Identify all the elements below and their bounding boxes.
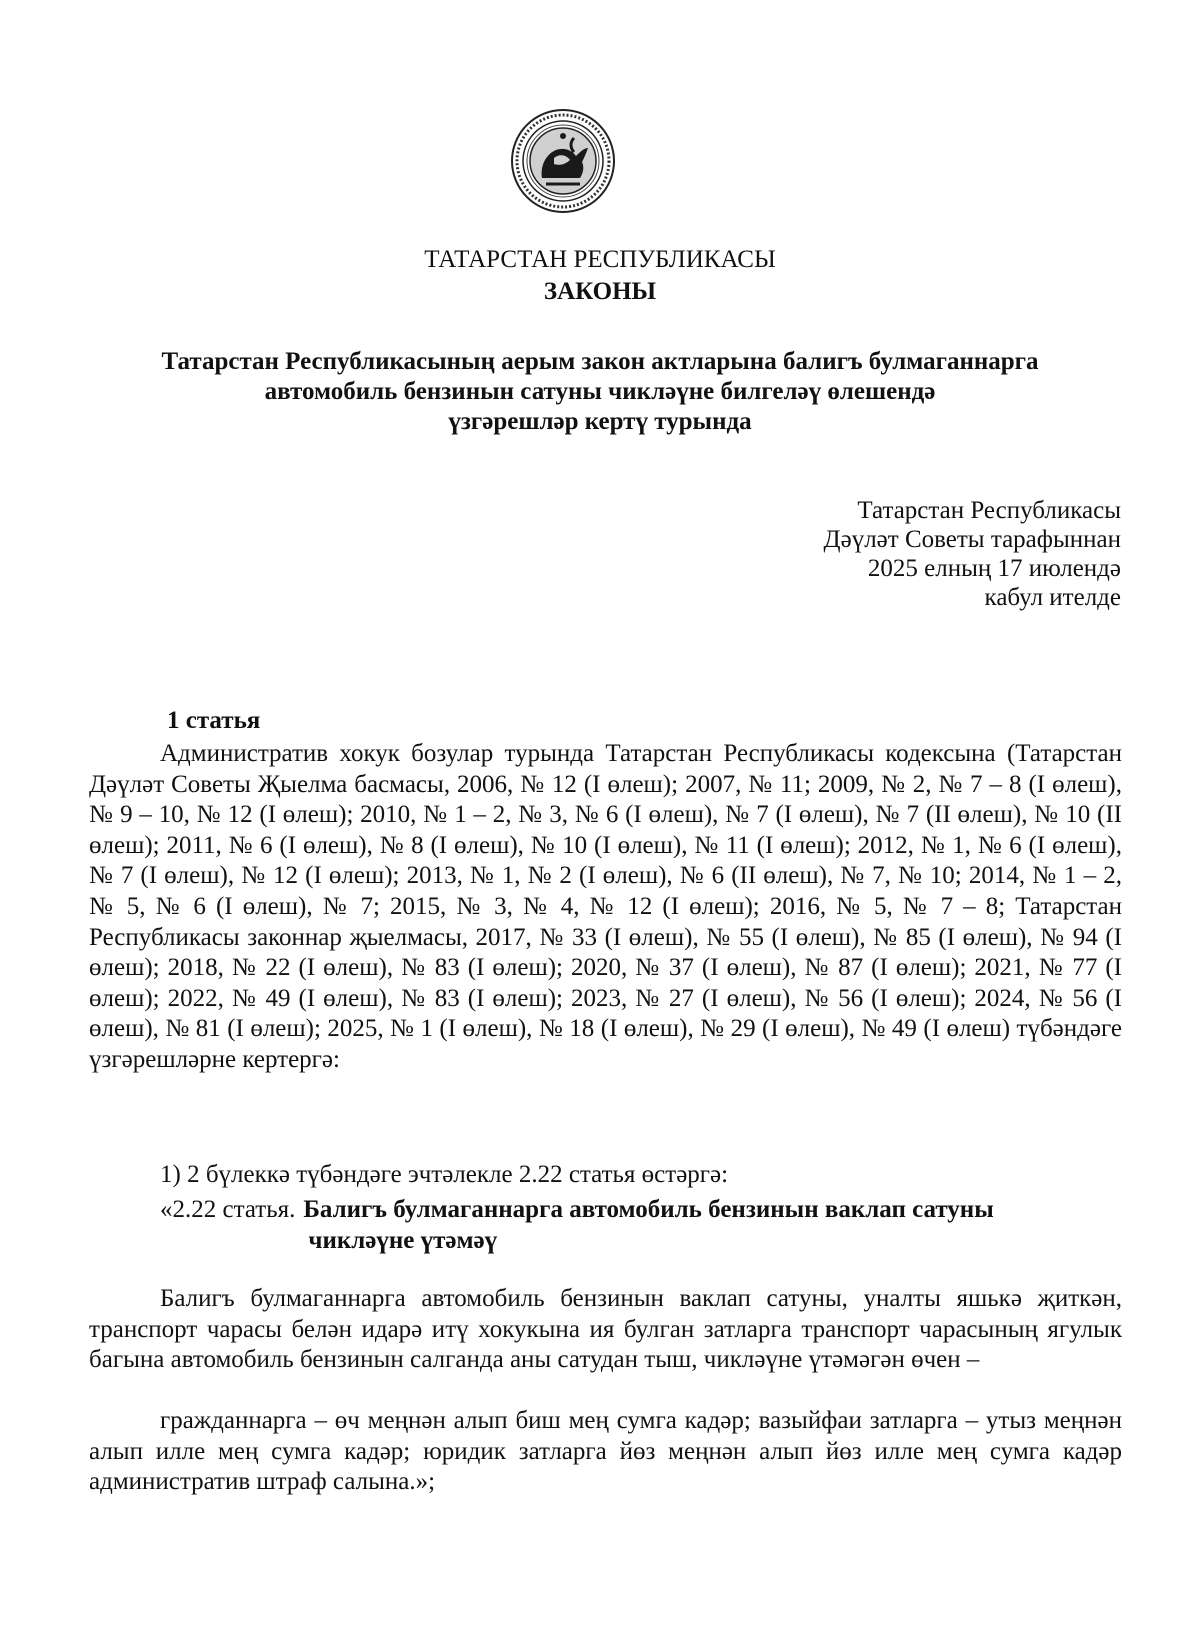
tatarstan-emblem-icon bbox=[510, 108, 616, 214]
adoption-line-2: Дәүләт Советы тарафыннан bbox=[823, 526, 1121, 553]
title-line-2: автомобиль бензинын сатуны чикләүне билгеләү өлешендә bbox=[264, 378, 936, 405]
adoption-block bbox=[700, 496, 1121, 612]
list-item-1: 1) 2 бүлеккә түбәндәге эчтәлекле 2.22 статья өстәргә: bbox=[160, 1161, 729, 1188]
new-article-paragraph-2: гражданнарга – өч меңнән алып биш мең сумга кадәр; вазыйфаи затларга – утыз меңнән алып илле мең сумга кадәр; юридик затларга йөз меңнән алып йөз илле мең сумга кадәр административ штраф салына.»; bbox=[89, 1407, 1122, 1496]
new-article-title-line-1: Балигъ булмаганнарга автомобиль бензинын ваклап сатуны bbox=[303, 1196, 994, 1223]
republic-name: ТАТАРСТАН РЕСПУБЛИКАСЫ bbox=[424, 246, 776, 273]
title-line-3: үзгәрешләр кертү турында bbox=[448, 408, 752, 435]
adoption-line-4: кабул ителде bbox=[984, 584, 1121, 611]
adoption-line-3: 2025 елның 17 июлендә bbox=[867, 555, 1121, 582]
adoption-line-1: Татарстан Республикасы bbox=[857, 497, 1121, 524]
new-article-title-line-2: чикләүне үтәмәү bbox=[308, 1227, 498, 1254]
title-line-1: Татарстан Республикасының аерым закон актларына балигъ булмаганнарга bbox=[161, 348, 1039, 375]
article-heading: 1 статья bbox=[167, 707, 261, 734]
new-article-paragraph-1: Балигъ булмаганнарга автомобиль бензинын ваклап сатуны, уналты яшькә җиткән, транспорт чарасы белән идарә итү хокукына ия булган затларга транспорт чарасының ягулык багына автомобиль бензинын салганда аны сатудан тыш, чикләүне үтәмәгән өчен – bbox=[89, 1285, 1122, 1374]
new-article-header bbox=[160, 1194, 1122, 1256]
document-type: ЗАКОНЫ bbox=[543, 278, 657, 305]
new-article-label: «2.22 статья. bbox=[160, 1196, 296, 1223]
article-intro-paragraph: Административ хокук бозулар турында Татарстан Республикасы кодексына (Татарстан Дәүләт Советы Җыелма басмасы, 2006, № 12 (I өлеш); 2007, № 11; 2009, № 2, № 7 – 8 (I өлеш), № 9 – 10, № 12 (I өлеш); 2010, № 1 – 2, № 3, № 6 (I өлеш), № 7 (I өлеш), № 7 (II өлеш), № 10 (II өлеш); 2011, № 6 (I өлеш), № 8 (I өлеш), № 10 (I өлеш), № 11 (I өлеш); 2012, № 1, № 6 (I өлеш), № 7 (I өлеш), № 12 (I өлеш); 2013, № 1, № 2 (I өлеш), № 6 (II өлеш), № 7, № 10; 2014, № 1 – 2, № 5, № 6 (I өлеш), № 7; 2015, № 3, № 4, № 12 (I өлеш); 2016, № 5, № 7 – 8; Татарстан Республикасы законнар җыелмасы, 2017, № 33 (I өлеш), № 55 (I өлеш), № 85 (I өлеш), № 94 (I өлеш); 2018, № 22 (I өлеш), № 83 (I өлеш); 2020, № 37 (I өлеш), № 87 (I өлеш); 2021, № 77 (I өлеш); 2022, № 49 (I өлеш), № 83 (I өлеш); 2023, № 27 (I өлеш), № 56 (I өлеш); 2024, № 56 (I өлеш), № 81 (I өлеш); 2025, № 1 (I өлеш), № 18 (I өлеш), № 29 (I өлеш), № 49 (I өлеш) түбәндәге үзгәрешләрне кертергә: bbox=[89, 740, 1122, 1073]
